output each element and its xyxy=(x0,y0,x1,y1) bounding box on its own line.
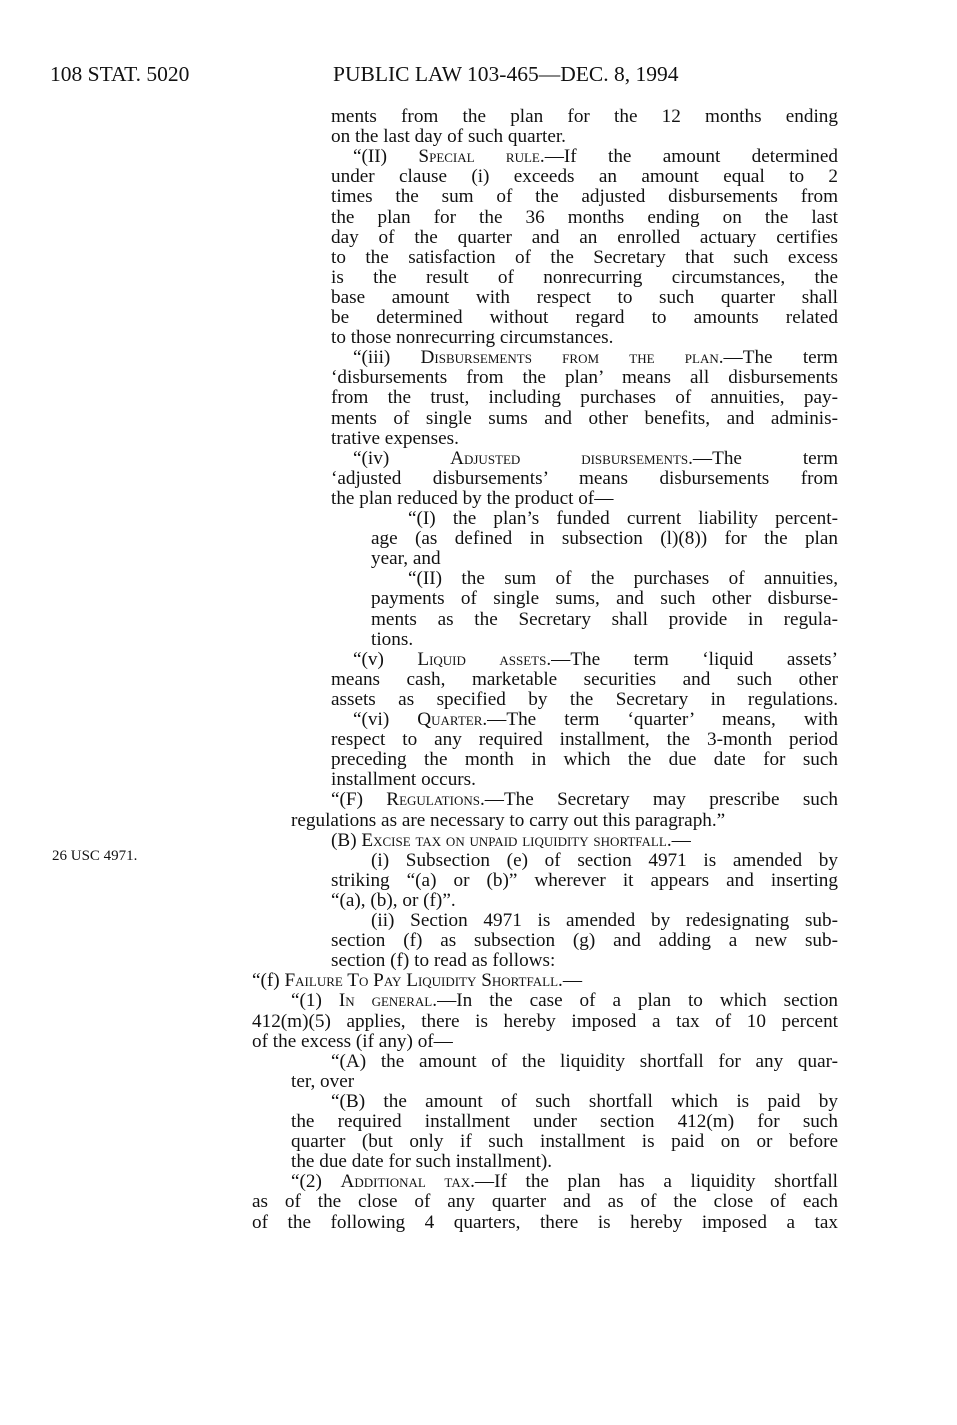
page-header xyxy=(50,62,910,92)
text-line: trative expenses. xyxy=(331,427,459,449)
text-line: from the trust, including purchases of annuities, pay- xyxy=(331,387,838,409)
text-line: “(f) Failure To Pay Liquidity Shortfall.— xyxy=(252,970,583,992)
text-line: “(II) Special rule.—If the amount determined xyxy=(353,146,838,168)
text-line: (i) Subsection (e) of section 4971 is amended by xyxy=(371,849,838,871)
text-line: ments of single sums and other benefits, and adminis- xyxy=(331,407,838,429)
text-line: “(F) Regulations.—The Secretary may prescribe such xyxy=(331,789,838,811)
text-line: is the result of nonrecurring circumstances, the xyxy=(331,266,838,288)
text-line: ter, over xyxy=(291,1070,355,1092)
text-line: (ii) Section 4971 is amended by redesignating sub- xyxy=(371,910,838,931)
text-line: ments as the Secretary shall provide in regula- xyxy=(371,608,838,630)
stat-citation: 108 STAT. 5020 xyxy=(50,62,190,86)
text-line: section (f) as subsection (g) and adding a new sub- xyxy=(331,930,838,952)
text-line: respect to any required installment, the 3-month period xyxy=(331,729,838,751)
text-line: striking “(a) or (b)” wherever it appears and inserting xyxy=(331,869,838,891)
text-line: means cash, marketable securities and such other xyxy=(331,668,838,690)
text-line: “(vi) Quarter.—The term ‘quarter’ means, with xyxy=(353,709,838,730)
text-line: “(I) the plan’s funded current liability percent- xyxy=(408,508,838,529)
text-line: to the satisfaction of the Secretary that such excess xyxy=(331,246,838,268)
text-line: (B) Excise tax on unpaid liquidity shortfall.— xyxy=(331,829,691,851)
text-line: “(2) Additional tax.—If the plan has a liquidity shortfall xyxy=(291,1171,839,1193)
text-line: payments of single sums, and such other disburse- xyxy=(371,588,838,610)
text-line: ‘disbursements from the plan’ means all disbursements xyxy=(331,367,838,389)
text-line: the required installment under section 412(m) for such xyxy=(291,1111,838,1132)
text-line: assets as specified by the Secretary in regulations. xyxy=(331,688,838,710)
text-line: 412(m)(5) applies, there is hereby imposed a tax of 10 percent xyxy=(252,1010,838,1032)
text-line: “(v) Liquid assets.—The term ‘liquid assets’ xyxy=(353,648,839,670)
text-line: year, and xyxy=(371,548,441,570)
text-line: under clause (i) exceeds an amount equal to 2 xyxy=(331,166,838,188)
text-line: base amount with respect to such quarter shall xyxy=(331,286,838,308)
text-line: as of the close of any quarter and as of the close of each xyxy=(252,1191,838,1213)
text-line: be determined without regard to amounts related xyxy=(331,307,838,328)
text-line: preceding the month in which the due date for such xyxy=(331,749,838,771)
text-line: of the following 4 quarters, there is hereby imposed a tax xyxy=(252,1211,838,1233)
text-line: “(II) the sum of the purchases of annuities, xyxy=(408,568,838,590)
text-line: ‘adjusted disbursements’ means disbursements from xyxy=(331,467,838,489)
text-line: times the sum of the adjusted disbursements from xyxy=(331,186,838,208)
margin-note: 26 USC 4971. xyxy=(52,848,138,864)
text-line: “(B) the amount of such shortfall which is paid by xyxy=(331,1090,838,1112)
text-line: the plan for the 36 months ending on the last xyxy=(331,206,838,228)
public-law-citation: PUBLIC LAW 103-465—DEC. 8, 1994 xyxy=(333,62,679,86)
text-line: “(A) the amount of the liquidity shortfall for any quar- xyxy=(331,1050,838,1072)
text-line: the plan reduced by the product of— xyxy=(331,487,614,509)
text-line: quarter (but only if such installment is paid on or before xyxy=(291,1131,838,1153)
text-line: tions. xyxy=(371,628,414,650)
text-line: section (f) to read as follows: xyxy=(331,950,556,972)
text-line: day of the quarter and an enrolled actuary certifies xyxy=(331,226,838,248)
text-line: “(1) In general.—In the case of a plan to which section xyxy=(291,990,839,1012)
text-line: ments from the plan for the 12 months ending xyxy=(331,106,838,127)
text-line: on the last day of such quarter. xyxy=(331,126,566,148)
text-line: “(a), (b), or (f)”. xyxy=(331,889,456,911)
text-line: of the excess (if any) of— xyxy=(252,1030,453,1052)
text-line: “(iv) Adjusted disbursements.—The term xyxy=(353,447,838,469)
text-line: the due date for such installment). xyxy=(291,1151,553,1173)
text-line: installment occurs. xyxy=(331,769,476,791)
text-line: “(iii) Disbursements from the plan.—The term xyxy=(353,347,838,369)
text-line: to those nonrecurring circumstances. xyxy=(331,327,614,349)
text-line: age (as defined in subsection (l)(8)) for the plan xyxy=(371,528,838,550)
text-line: regulations as are necessary to carry out this paragraph.” xyxy=(291,809,726,831)
